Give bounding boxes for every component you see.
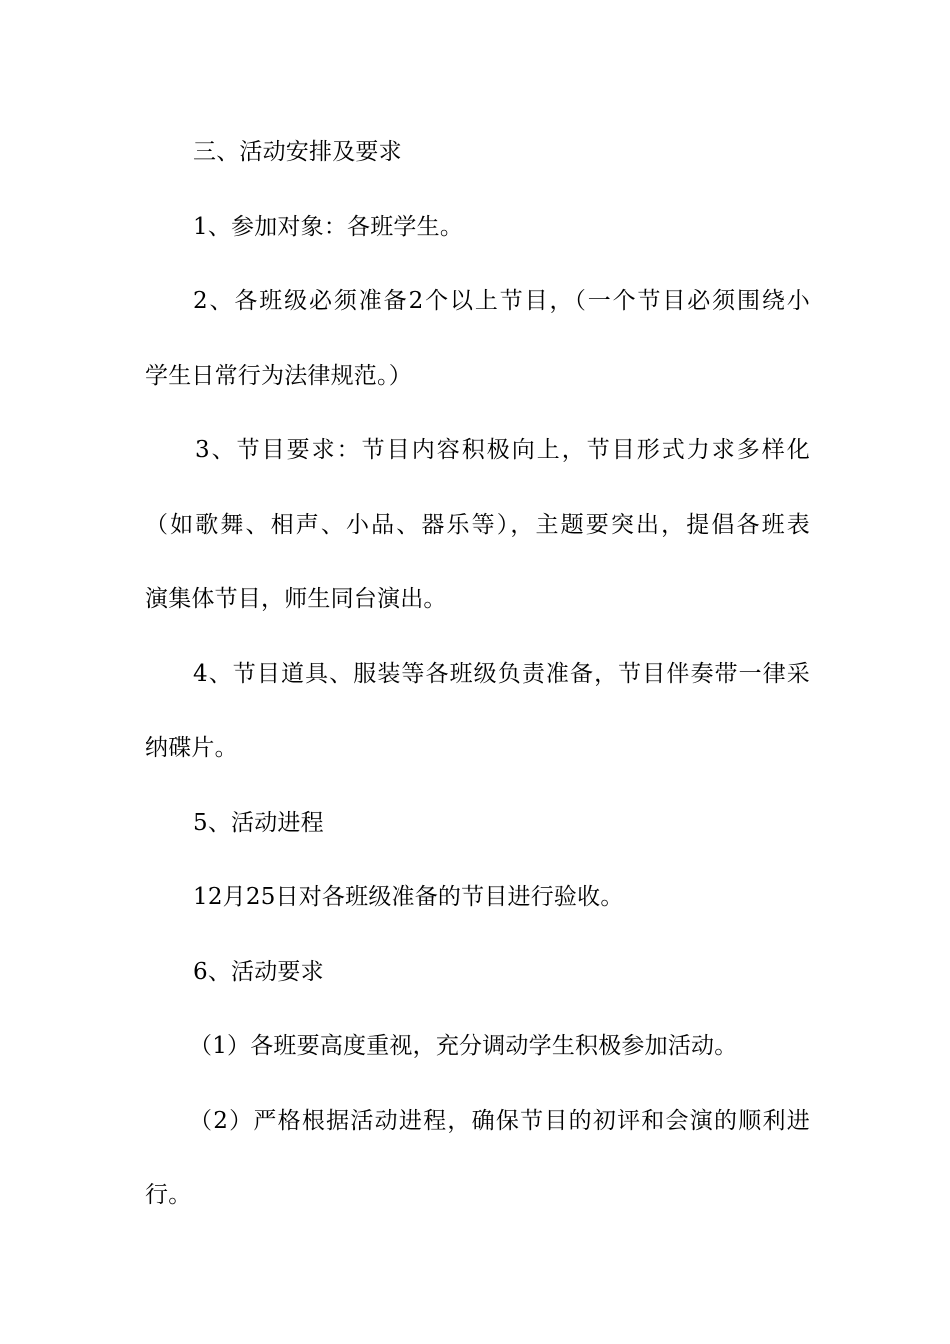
paragraph-line: 学生日常行为法律规范。） bbox=[145, 362, 412, 389]
paragraph-line: 行。 bbox=[145, 1182, 192, 1208]
paragraph-line: （1）各班要高度重视，充分调动学生积极参加活动。 bbox=[189, 1033, 738, 1059]
paragraph-line: 6、活动要求 bbox=[193, 958, 324, 985]
paragraph-line: 2、各班级必须准备2个以上节目，（一个节目必须围绕小 bbox=[193, 288, 810, 314]
paragraph-line: 3、节目要求：节目内容积极向上，节目形式力求多样化 bbox=[195, 437, 810, 463]
paragraph-line: 4、节目道具、服装等各班级负责准备，节目伴奏带一律采 bbox=[193, 660, 810, 687]
paragraph-line: （如歌舞、相声、小品、器乐等），主题要突出，提倡各班表 bbox=[145, 511, 810, 538]
section-heading: 三、活动安排及要求 bbox=[193, 139, 402, 165]
paragraph-line: （2）严格根据活动进程，确保节目的初评和会演的顺利进 bbox=[189, 1107, 810, 1134]
paragraph-line: 演集体节目，师生同台演出。 bbox=[145, 586, 447, 612]
paragraph-line: 1、参加对象：各班学生。 bbox=[193, 213, 464, 240]
document-body bbox=[145, 130, 810, 1248]
paragraph-line: 纳碟片。 bbox=[145, 735, 238, 761]
paragraph-line: 5、活动进程 bbox=[193, 809, 324, 836]
paragraph-line: 12月25日对各班级准备的节目进行验收。 bbox=[193, 884, 624, 910]
